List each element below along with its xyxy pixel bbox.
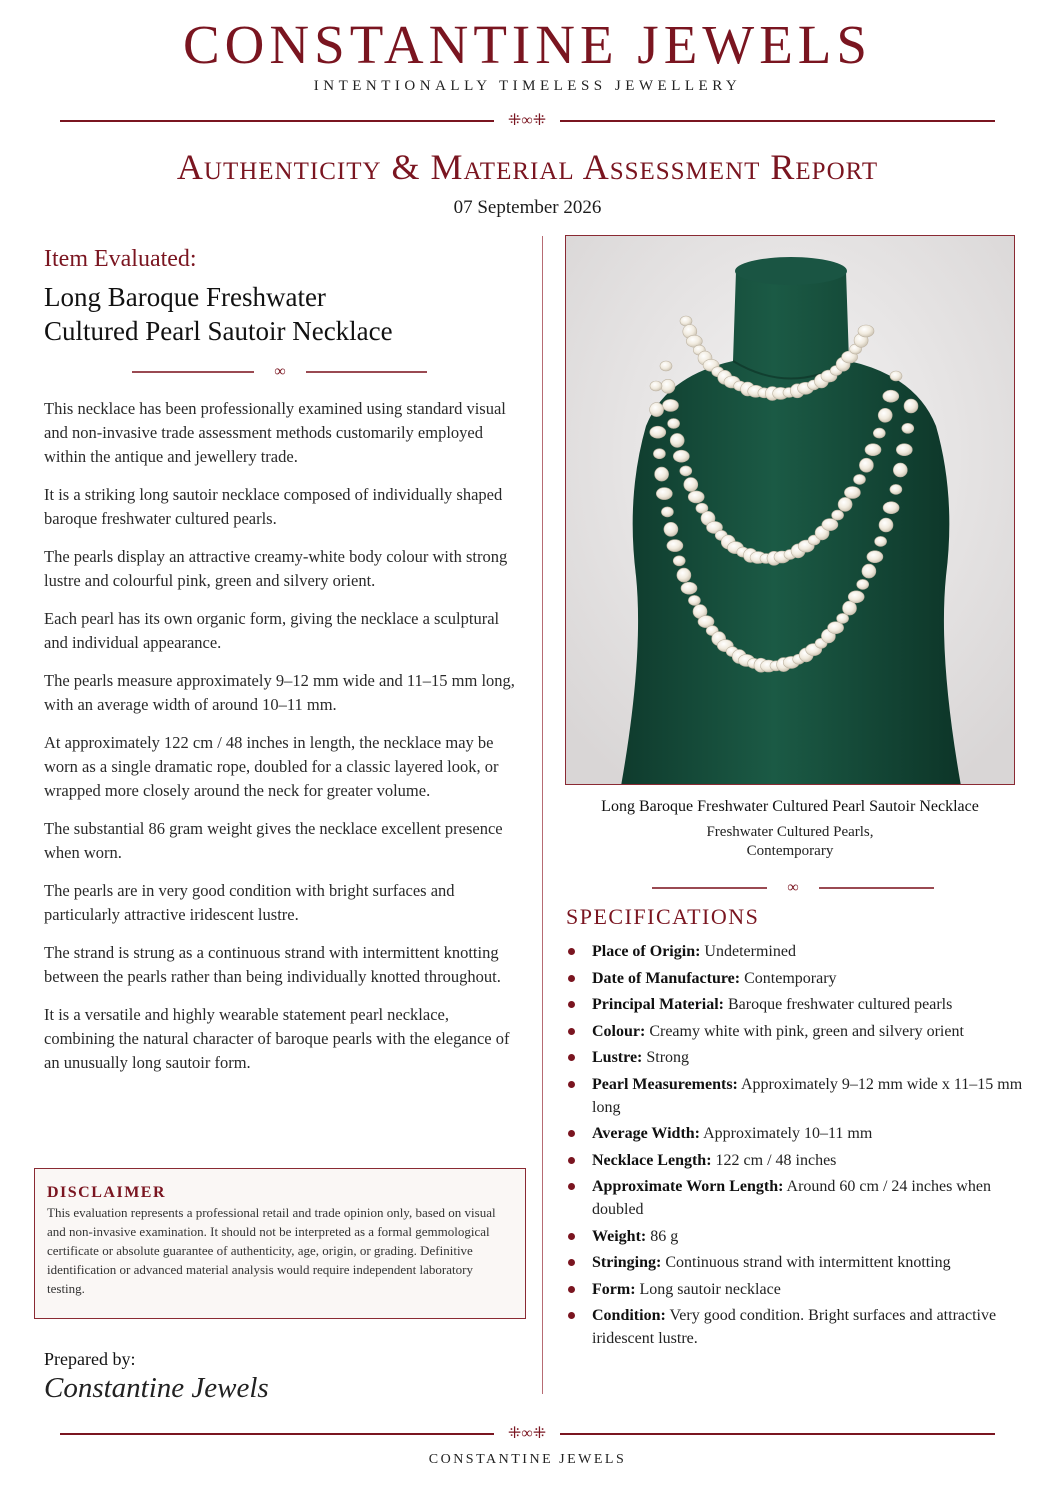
pearl [664, 522, 678, 536]
spec-label: Approximate Worn Length: [592, 1178, 784, 1195]
spec-item [566, 1278, 1026, 1301]
pearl [661, 379, 675, 393]
item-name [44, 280, 522, 348]
pearl [843, 601, 857, 615]
pearl [893, 463, 907, 477]
pearl [838, 497, 852, 511]
photo-caption-subtitle [560, 823, 1020, 861]
brand-title: CONSTANTINE JEWELS [182, 14, 872, 75]
spec-item [566, 1073, 1026, 1119]
pearl [661, 507, 673, 517]
spec-value: Around 60 cm / 24 inches when doubled [592, 1178, 991, 1218]
specifications-title: SPECIFICATIONS [566, 904, 760, 929]
footer-ornament-divider [60, 1424, 995, 1444]
pearl [656, 488, 672, 500]
pearl [875, 536, 887, 546]
spec-value: Long sautoir necklace [639, 1280, 781, 1298]
spec-label: Date of Manufacture: [592, 969, 741, 987]
pearl [650, 381, 662, 391]
paragraph: The substantial 86 gram weight gives the necklace excellent presence when worn. [44, 819, 503, 862]
bullet-icon [568, 1183, 575, 1190]
spec-item [566, 1020, 1026, 1043]
report-date: 07 September 2026 [453, 197, 602, 218]
header-ornament-divider [60, 111, 995, 131]
paragraph: It is a striking long sautoir necklace composed of individually shaped baroque freshwater cultured pearls. [44, 485, 503, 528]
spec-item [566, 1175, 1026, 1221]
spec-label: Form: [592, 1280, 636, 1298]
spec-value: 86 g [650, 1227, 679, 1245]
spec-label: Average Width: [592, 1125, 700, 1142]
spec-value: Continuous strand with intermittent knotting [665, 1254, 951, 1271]
pearl [848, 591, 864, 603]
item-ornament-divider [132, 362, 427, 382]
pearl [688, 491, 704, 503]
pearl [663, 399, 679, 411]
bullet-icon [568, 1233, 575, 1240]
pearl [883, 502, 899, 514]
pearl [822, 519, 838, 531]
pearl [688, 595, 700, 605]
spec-label: Condition: [592, 1307, 666, 1324]
paragraph: The pearls are in very good condition with bright surfaces and particularly attractive iridescent lustre. [44, 881, 455, 924]
pearl [668, 419, 680, 429]
paragraph: Each pearl has its own organic form, giving the necklace a sculptural and individual appearance. [44, 609, 500, 652]
spec-value: Very good condition. Bright surfaces and attractive iridescent lustre. [592, 1307, 997, 1347]
pearl [832, 510, 844, 520]
paragraph: The pearls display an attractive creamy-white body colour with strong lustre and colourful pink, green and silvery orient. [44, 547, 508, 590]
specifications-list [566, 940, 1026, 1354]
spec-label: Lustre: [592, 1049, 643, 1066]
spec-value: Strong [646, 1049, 690, 1066]
paragraph: The strand is strung as a continuous strand with intermittent knotting between the pearls rather than being individually knotted throughout. [44, 943, 501, 986]
pearl [865, 444, 881, 456]
item-name-line1: Long Baroque Freshwater [44, 282, 326, 312]
spec-item [566, 1149, 1026, 1172]
bullet-icon [568, 1286, 575, 1293]
item-name-line2: Cultured Pearl Sautoir Necklace [44, 316, 393, 346]
paragraph: This necklace has been professionally examined using standard visual and non-invasive trade assessment methods customarily employed within the antique and jewellery trade. [44, 399, 506, 466]
bullet-icon [568, 948, 575, 955]
paragraph: It is a versatile and highly wearable statement pearl necklace, combining the natural character of baroque pearls with the elegance of an unusually long sautoir form. [44, 1005, 510, 1072]
spec-label: Place of Origin: [592, 943, 701, 960]
spec-item [566, 967, 1026, 990]
bullet-icon [568, 1130, 575, 1137]
disclaimer-title: DISCLAIMER [47, 1184, 167, 1201]
spec-item [566, 1122, 1026, 1145]
pearl [650, 426, 666, 438]
item-heading [44, 244, 522, 348]
photo-caption-title: Long Baroque Freshwater Cultured Pearl Sautoir Necklace [601, 798, 979, 815]
ornament-scroll-icon: ∞ [274, 363, 286, 380]
spec-item [566, 993, 1026, 1016]
spec-ornament-divider [652, 878, 934, 898]
ornament-scroll-icon: ⁜∞⁜ [507, 1425, 547, 1442]
pearl [680, 466, 692, 476]
spec-value: Creamy white with pink, green and silvery orient [649, 1022, 964, 1040]
footer-brand: CONSTANTINE JEWELS [428, 1452, 627, 1467]
report-title: Authenticity & Material Assessment Report [176, 147, 879, 187]
bullet-icon [568, 1259, 575, 1266]
pearl [681, 582, 697, 594]
pearl [890, 371, 902, 381]
paragraph: At approximately 122 cm / 48 inches in length, the necklace may be worn as a single dramatic rope, doubled for a classic layered look, or wrapped more closely around the neck for greater volume. [44, 733, 499, 800]
pearl [859, 458, 873, 472]
pearl [653, 449, 665, 459]
pearl [896, 444, 912, 456]
spec-label: Necklace Length: [592, 1151, 712, 1169]
spec-item [566, 1251, 1026, 1274]
ornament-scroll-icon: ∞ [787, 879, 799, 896]
bullet-icon [568, 1001, 575, 1008]
pearl [858, 325, 874, 337]
pearl [862, 564, 876, 578]
photo-caption-line1: Freshwater Cultured Pearls, [706, 824, 874, 840]
spec-value: Contemporary [744, 969, 837, 987]
spec-item [566, 1304, 1026, 1350]
spec-label: Principal Material: [592, 996, 724, 1013]
bullet-icon [568, 975, 575, 982]
pearl [677, 568, 691, 582]
pearl [667, 540, 683, 552]
brand-tagline: INTENTIONALLY TIMELESS JEWELLERY [313, 78, 742, 94]
pearl [670, 433, 684, 447]
spec-value: 122 cm / 48 inches [715, 1151, 837, 1169]
bullet-icon [568, 1312, 575, 1319]
spec-label: Colour: [592, 1022, 646, 1040]
pearl [684, 478, 698, 492]
pearl [883, 390, 899, 402]
assessment-paragraphs [44, 397, 522, 1089]
spec-value: Approximately 10–11 mm [703, 1125, 873, 1142]
pearl [650, 403, 664, 417]
pearl [673, 450, 689, 462]
spec-value: Baroque freshwater cultured pearls [727, 996, 953, 1013]
ornament-scroll-icon: ⁜∞⁜ [507, 112, 547, 129]
spec-item [566, 940, 1026, 963]
bullet-icon [568, 1028, 575, 1035]
bullet-icon [568, 1157, 575, 1164]
pearl [878, 408, 892, 422]
pearl [873, 428, 885, 438]
signature: Constantine Jewels [44, 1372, 269, 1404]
column-divider [542, 236, 543, 1394]
pearl [844, 487, 860, 499]
pearl [902, 423, 914, 433]
disclaimer-box [34, 1168, 526, 1319]
pearl [837, 613, 849, 623]
pearl [879, 518, 893, 532]
spec-label: Weight: [592, 1227, 647, 1245]
pearl [857, 579, 869, 589]
pearl [904, 399, 918, 413]
spec-label: Pearl Measurements: [592, 1075, 738, 1093]
spec-label: Stringing: [592, 1254, 662, 1271]
pearl [890, 484, 902, 494]
paragraph: The pearls measure approximately 9–12 mm wide and 11–15 mm long, with an average width of around 10–11 mm. [44, 671, 515, 714]
item-evaluated-label: Item Evaluated: [44, 246, 197, 272]
prepared-by-label: Prepared by: [44, 1349, 136, 1369]
spec-value: Undetermined [704, 943, 796, 960]
spec-item [566, 1225, 1026, 1248]
bullet-icon [568, 1054, 575, 1061]
pearl [673, 556, 685, 566]
necklace-on-bust-image [566, 236, 1015, 785]
spec-value: Approximately 9–12 mm wide x 11–15 mm long [592, 1075, 1023, 1116]
pearl [854, 474, 866, 484]
bullet-icon [568, 1081, 575, 1088]
disclaimer-text: This evaluation represents a professional retail and trade opinion only, based on visual and non-invasive examination. It should not be interpreted as a formal gemmological certificate or absolute guarantee of authenticity, age, origin, or grading. Definitive identification or advanced material analysis would require independent laboratory testing. [47, 1205, 496, 1296]
necklace-photo [565, 235, 1015, 785]
photo-caption-line2: Contemporary [746, 843, 834, 859]
pearl [660, 361, 672, 371]
pearl [867, 551, 883, 563]
spec-item [566, 1046, 1026, 1069]
pearl [655, 467, 669, 481]
